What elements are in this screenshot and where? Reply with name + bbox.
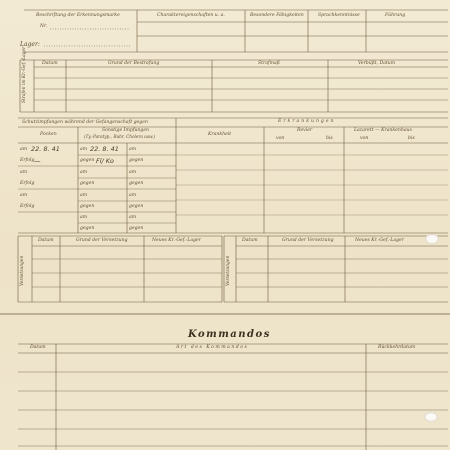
- transfer-col-reason: Grund der Versetzung: [76, 238, 128, 243]
- vacc-header: Schutzimpfungen während der Gefangenschaft gegen: [22, 120, 148, 125]
- vacc-grid-am: am: [80, 147, 88, 152]
- pun-col-reason: Grund der Bestrafung: [108, 61, 160, 66]
- abilities-label: Besondere Fähigkeiten: [250, 13, 304, 18]
- nr-label: Nr.: [40, 24, 48, 29]
- transfer-col-new-camp-right: Neues Kr.-Gef.-Lager: [355, 238, 404, 243]
- vacc-grid-am: am: [80, 193, 88, 198]
- kommando-col-date: Datum: [30, 345, 46, 350]
- vacc-row-label: Erfolg: [20, 158, 35, 163]
- vacc-grid-gegen: gegen: [80, 181, 95, 186]
- vacc-grid-gegen: gegen: [80, 158, 95, 163]
- vacc-grid-gegen: gegen: [80, 226, 95, 231]
- vacc-grid-am: am: [80, 215, 88, 220]
- kommando-col-return: Rückkehrdatum: [378, 345, 416, 350]
- vacc-row-label: Erfolg: [20, 181, 35, 186]
- conduct-label: Führung: [385, 13, 406, 18]
- illness-header: Erkrankungen: [278, 119, 336, 124]
- vacc-col-smallpox: Pocken: [40, 132, 57, 137]
- pun-col-date: Datum: [42, 61, 58, 66]
- vacc-grid-gegen: gegen: [129, 204, 144, 209]
- illness-col-ward: Revier: [297, 128, 313, 133]
- transfer-col-reason-right: Grund der Versetzung: [282, 238, 334, 243]
- vacc-grid-am: am: [129, 147, 137, 152]
- vacc-grid-gegen: gegen: [129, 226, 144, 231]
- vacc-grid-gegen: gegen: [129, 181, 144, 186]
- vacc-grid-gegen: gegen: [129, 158, 144, 163]
- recognition-mark-label: Beschriftung der Erkennungsmarke: [36, 13, 120, 18]
- illness-ward-to: bis: [326, 136, 333, 141]
- kommandos-title: Kommandos: [188, 329, 271, 340]
- vacc-grid-am: am: [80, 170, 88, 175]
- pun-col-penalty: Strafmaß: [258, 61, 280, 66]
- vacc-grid-am: am: [129, 215, 137, 220]
- handwritten-smallpox-result: —: [34, 157, 41, 165]
- languages-label: Sprachkenntnisse: [318, 13, 360, 18]
- kommando-col-type: Art des Kommandos: [176, 345, 249, 350]
- transfers-side-label: Versetzungen: [20, 255, 25, 286]
- illness-ward-from: von: [276, 136, 285, 141]
- vacc-grid-am: am: [129, 170, 137, 175]
- punch-hole: [425, 234, 439, 244]
- illness-col-illness: Krankheit: [208, 132, 232, 137]
- vacc-row-label: am: [20, 147, 28, 152]
- character-label: Charaktereigenschaften u. a.: [157, 13, 225, 18]
- illness-col-hospital: Lazarett — Krankenhaus: [354, 128, 412, 133]
- punishments-side-label: Strafen im Kr.-Gef.-Lager: [22, 46, 27, 103]
- vacc-grid-am: am: [129, 193, 137, 198]
- handwritten-other-against: Fl/ Ko: [96, 157, 114, 165]
- punch-hole: [424, 412, 438, 422]
- transfer-col-date: Datum: [38, 238, 54, 243]
- transfers-side-label-right: Versetzungen: [226, 255, 231, 286]
- handwritten-smallpox-date: 22. 8. 41: [31, 145, 60, 153]
- camp-label: Lager:: [20, 41, 40, 48]
- transfer-col-date-right: Datum: [242, 238, 258, 243]
- illness-hospital-from: von: [360, 136, 369, 141]
- vacc-row-label: Erfolg: [20, 204, 35, 209]
- vacc-grid-gegen: gegen: [80, 204, 95, 209]
- vacc-col-other-sub: (Ty.-Paratyp., Ruhr, Cholera usw.): [84, 134, 156, 139]
- transfer-col-new-camp: Neues Kr.-Gef.-Lager: [152, 238, 201, 243]
- vacc-col-other: Sonstige Impfungen: [102, 128, 150, 133]
- pun-col-served: Verbüßt, Datum: [358, 61, 396, 66]
- vacc-row-label: am: [20, 193, 28, 198]
- illness-hospital-to: bis: [408, 136, 415, 141]
- handwritten-other-date: 22. 8. 41: [90, 145, 119, 153]
- vacc-row-label: am: [20, 170, 28, 175]
